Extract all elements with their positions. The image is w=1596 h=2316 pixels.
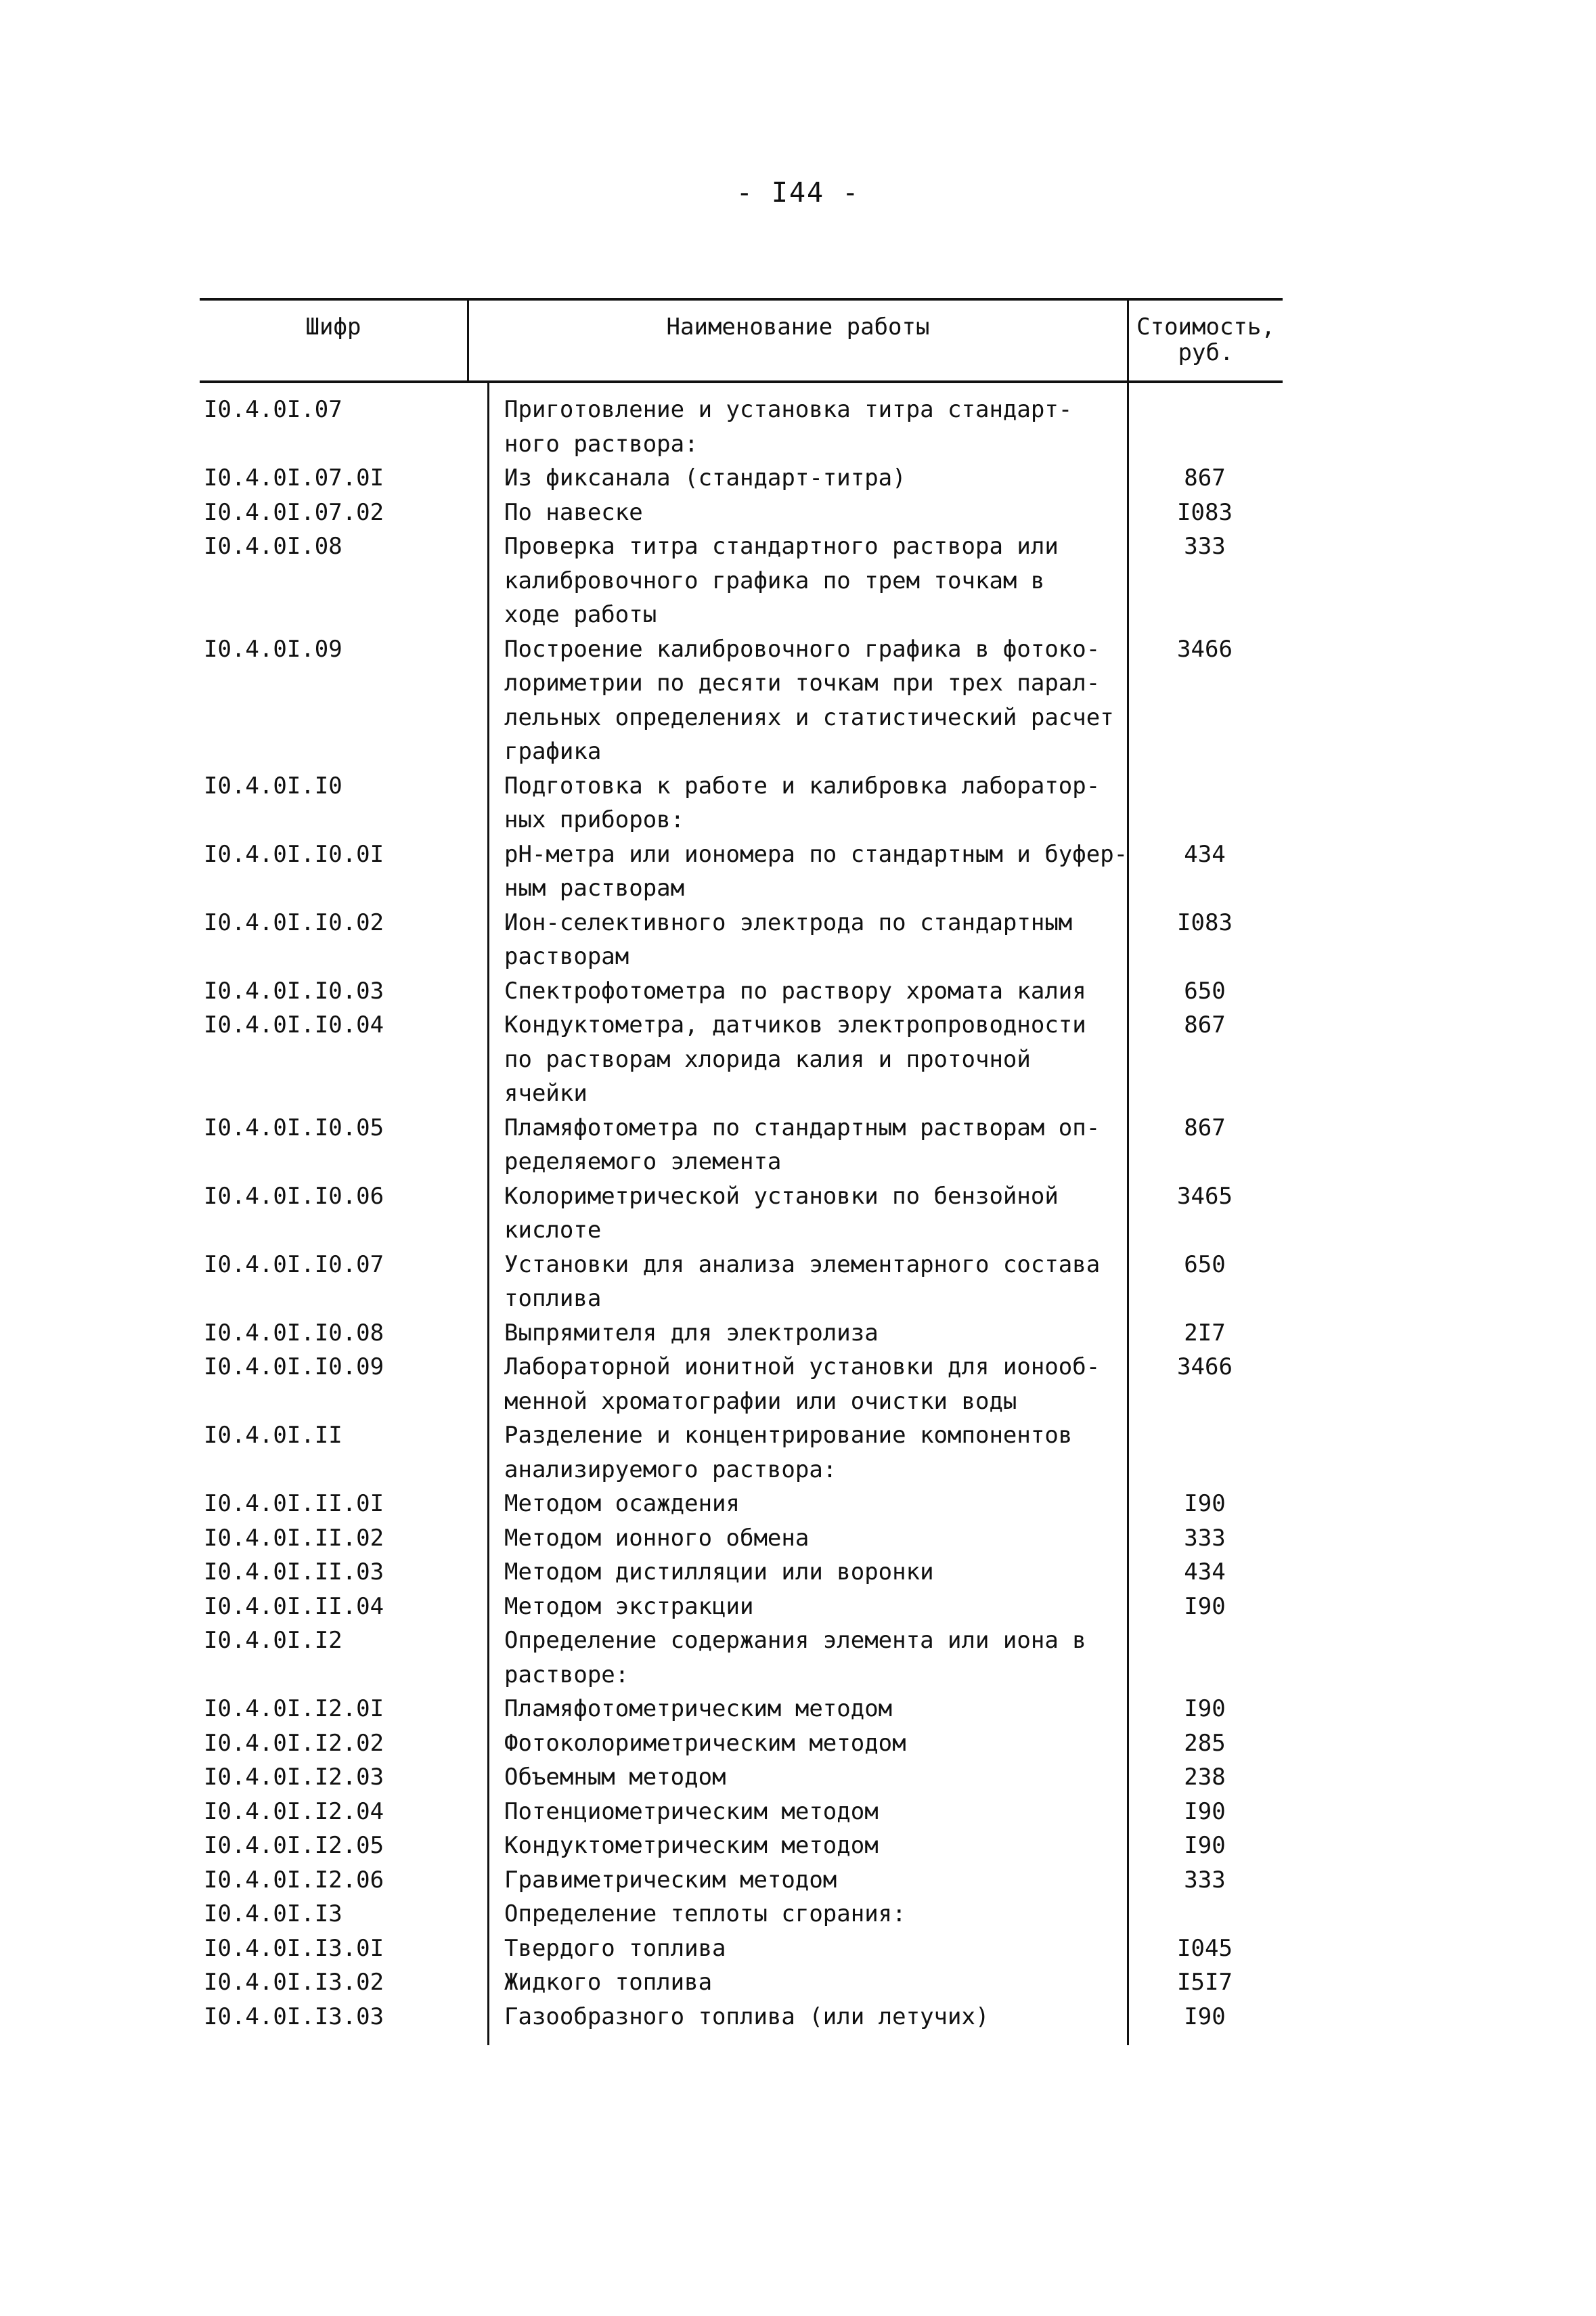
row-name-line: По навеске — [504, 498, 643, 526]
row-cost: 434 — [1184, 840, 1226, 868]
row-name-line: растворе: — [504, 1661, 629, 1688]
row-name — [484, 1316, 1127, 1351]
table-row — [200, 632, 1283, 769]
row-name-line: Кондуктометра, датчиков электропроводности — [504, 1011, 1086, 1039]
row-code: I0.4.0I.I0.04 — [204, 1011, 384, 1039]
row-code: I0.4.0I.I2 — [204, 1627, 342, 1654]
row-name-line: растворам — [504, 943, 629, 970]
row-name-line: Пламяфотометра по стандартным растворам оп- — [504, 1114, 1101, 1141]
row-name-line: Подготовка к работе и калибровка лаборатор- — [504, 772, 1101, 800]
row-name-line: Разделение и концентрирование компонентов — [504, 1422, 1073, 1449]
row-code: I0.4.0I.I0.08 — [204, 1319, 384, 1347]
row-name — [484, 1623, 1127, 1692]
table-header-rule — [200, 380, 1283, 383]
row-code: I0.4.0I.09 — [204, 635, 342, 663]
row-name-line: графика — [504, 738, 602, 765]
row-code: I0.4.0I.I2.02 — [204, 1729, 384, 1757]
row-name-line: Спектрофотометра по раствору хромата калия — [504, 977, 1086, 1005]
row-name-line: Методом ионного обмена — [504, 1524, 810, 1552]
row-code: I0.4.0I.II.04 — [204, 1592, 384, 1620]
row-name — [484, 1350, 1127, 1418]
table-row — [200, 1829, 1283, 1863]
table-row — [200, 496, 1283, 530]
row-name — [484, 1795, 1127, 1829]
row-code: I0.4.0I.I0 — [204, 772, 342, 800]
row-code: I0.4.0I.I2.05 — [204, 1832, 384, 1859]
row-name-line: Лабораторной ионитной установки для ионооб- — [504, 1353, 1101, 1380]
table-row — [200, 1555, 1283, 1590]
table-row — [200, 1521, 1283, 1556]
row-name-line: лориметрии по десяти точкам при трех парал- — [504, 670, 1101, 697]
row-name-line: Кондуктометрическим методом — [504, 1832, 879, 1859]
table-row — [200, 1760, 1283, 1795]
table-row — [200, 1248, 1283, 1316]
row-name-line: Пламяфотометрическим методом — [504, 1695, 893, 1722]
row-name-line: лельных определениях и статистический расчет — [504, 703, 1114, 731]
row-name — [484, 496, 1127, 530]
row-cost: 285 — [1184, 1729, 1226, 1757]
row-name — [484, 1418, 1127, 1487]
row-name-line: Газообразного топлива (или летучих) — [504, 2003, 990, 2030]
row-code: I0.4.0I.I3.03 — [204, 2003, 384, 2030]
row-cost: I045 — [1177, 1934, 1233, 1962]
row-code: I0.4.0I.II.0I — [204, 1490, 384, 1517]
row-cost: 333 — [1184, 533, 1226, 560]
row-code: I0.4.0I.I0.09 — [204, 1353, 384, 1380]
row-name-line: Ион-селективного электрода по стандартным — [504, 909, 1073, 936]
header-cost-line2: руб. — [1178, 339, 1234, 366]
table-row — [200, 1795, 1283, 1829]
row-name — [484, 1555, 1127, 1590]
row-name — [484, 1008, 1127, 1111]
row-cost: 333 — [1184, 1866, 1226, 1894]
row-code: I0.4.0I.I0.03 — [204, 977, 384, 1005]
row-name — [484, 1965, 1127, 2000]
table-row — [200, 461, 1283, 496]
row-cost: I90 — [1184, 1695, 1226, 1722]
row-name — [484, 974, 1127, 1009]
row-code: I0.4.0I.II.03 — [204, 1558, 384, 1586]
page-number: - I44 - — [736, 177, 860, 209]
table-row — [200, 974, 1283, 1009]
row-name — [484, 837, 1127, 906]
row-name — [484, 1829, 1127, 1863]
row-cost: 434 — [1184, 1558, 1226, 1586]
row-name — [484, 1760, 1127, 1795]
row-name-line: Потенциометрическим методом — [504, 1797, 879, 1825]
row-code: I0.4.0I.I0.0I — [204, 840, 384, 868]
row-name-line: ределяемого элемента — [504, 1148, 782, 1175]
row-cost: I083 — [1177, 909, 1233, 936]
row-name-line: анализируемого раствора: — [504, 1456, 837, 1483]
row-code: I0.4.0I.07 — [204, 396, 342, 423]
header-name: Наименование работы — [666, 313, 930, 341]
row-name — [484, 1179, 1127, 1248]
row-cost: 3465 — [1177, 1182, 1233, 1210]
row-name-line: ных приборов: — [504, 806, 685, 833]
table-row — [200, 1965, 1283, 2000]
table-row — [200, 1350, 1283, 1418]
row-cost: 650 — [1184, 1250, 1226, 1278]
table-row — [200, 1487, 1283, 1521]
header-code: Шифр — [305, 313, 361, 341]
table-row — [200, 393, 1283, 461]
row-name-line: Твердого топлива — [504, 1934, 726, 1962]
table-row — [200, 1590, 1283, 1624]
row-name-line: ным растворам — [504, 875, 685, 902]
header-cost — [1129, 314, 1283, 366]
column-divider — [467, 298, 469, 383]
table-row — [200, 529, 1283, 632]
row-code: I0.4.0I.I3.0I — [204, 1934, 384, 1962]
table-row — [200, 1726, 1283, 1761]
row-cost: I5I7 — [1177, 1969, 1233, 1996]
row-code: I0.4.0I.II — [204, 1422, 342, 1449]
table-row — [200, 1179, 1283, 1248]
row-code: I0.4.0I.II.02 — [204, 1524, 384, 1552]
table-row — [200, 906, 1283, 974]
row-name — [484, 906, 1127, 974]
table-row — [200, 1316, 1283, 1351]
row-name-line: Гравиметрическим методом — [504, 1866, 837, 1894]
row-name-line: ходе работы — [504, 601, 657, 628]
row-code: I0.4.0I.I3.02 — [204, 1969, 384, 1996]
row-cost: 867 — [1184, 1011, 1226, 1039]
row-name-line: кислоте — [504, 1217, 602, 1244]
row-cost: 867 — [1184, 1114, 1226, 1141]
row-name-line: по растворам хлорида калия и проточной — [504, 1045, 1031, 1073]
row-code: I0.4.0I.08 — [204, 533, 342, 560]
row-cost: I90 — [1184, 1490, 1226, 1517]
row-cost: I90 — [1184, 1592, 1226, 1620]
row-cost: I90 — [1184, 1832, 1226, 1859]
row-name-line: Методом дистилляции или воронки — [504, 1558, 934, 1586]
row-cost: I90 — [1184, 1797, 1226, 1825]
row-name — [484, 769, 1127, 837]
row-name-line: Приготовление и установка титра стандарт- — [504, 396, 1073, 423]
row-cost: I90 — [1184, 2003, 1226, 2030]
row-cost: 238 — [1184, 1764, 1226, 1791]
row-code: I0.4.0I.I0.06 — [204, 1182, 384, 1210]
row-name-line: менной хроматографии или очистки воды — [504, 1387, 1017, 1415]
table-row — [200, 1418, 1283, 1487]
row-code: I0.4.0I.I2.03 — [204, 1764, 384, 1791]
row-name — [484, 1248, 1127, 1316]
row-name — [484, 529, 1127, 632]
row-name — [484, 632, 1127, 769]
row-name-line: Колориметрической установки по бензойной — [504, 1182, 1059, 1210]
table-row — [200, 1931, 1283, 1966]
row-name-line: Фотоколориметрическим методом — [504, 1729, 906, 1757]
row-cost: 2I7 — [1184, 1319, 1226, 1347]
table-top-rule — [200, 298, 1283, 301]
table-row — [200, 1692, 1283, 1726]
row-name-line: Установки для анализа элементарного состава — [504, 1250, 1101, 1278]
table-row — [200, 1111, 1283, 1179]
table-row — [200, 1008, 1283, 1111]
row-code: I0.4.0I.I0.02 — [204, 909, 384, 936]
row-name — [484, 393, 1127, 461]
row-name-line: калибровочного графика по трем точкам в — [504, 567, 1045, 594]
row-name — [484, 1590, 1127, 1624]
row-name-line: ного раствора: — [504, 430, 699, 458]
row-cost: 333 — [1184, 1524, 1226, 1552]
row-code: I0.4.0I.I2.0I — [204, 1695, 384, 1722]
header-cost-line1: Стоимость, — [1136, 313, 1275, 341]
row-name-line: Из фиксанала (стандарт-титра) — [504, 464, 906, 491]
row-name-line: Методом экстракции — [504, 1592, 754, 1620]
row-name-line: рН-метра или иономера по стандартным и буфер- — [504, 840, 1128, 868]
row-name — [484, 1111, 1127, 1179]
row-name-line: Определение теплоты сгорания: — [504, 1900, 906, 1927]
row-name-line: Определение содержания элемента или иона в — [504, 1627, 1086, 1654]
row-name-line: топлива — [504, 1285, 602, 1312]
table-row — [200, 1863, 1283, 1898]
row-code: I0.4.0I.I0.07 — [204, 1250, 384, 1278]
row-name-line: Проверка титра стандартного раствора или — [504, 533, 1059, 560]
row-name — [484, 1726, 1127, 1761]
row-code: I0.4.0I.I3 — [204, 1900, 342, 1927]
table-row — [200, 1623, 1283, 1692]
row-name-line: Построение калибровочного графика в фотоко- — [504, 635, 1101, 663]
row-name-line: ячейки — [504, 1080, 588, 1107]
row-code: I0.4.0I.I2.04 — [204, 1797, 384, 1825]
row-name — [484, 1521, 1127, 1556]
row-name — [484, 461, 1127, 496]
table-row — [200, 837, 1283, 906]
row-name — [484, 1931, 1127, 1966]
row-name — [484, 1487, 1127, 1521]
row-code: I0.4.0I.I2.06 — [204, 1866, 384, 1894]
row-name-line: Методом осаждения — [504, 1490, 740, 1517]
table-row — [200, 2000, 1283, 2034]
row-name — [484, 1692, 1127, 1726]
row-cost: 650 — [1184, 977, 1226, 1005]
table-row — [200, 1897, 1283, 1931]
row-name-line: Жидкого топлива — [504, 1969, 713, 1996]
row-code: I0.4.0I.07.0I — [204, 464, 384, 491]
row-cost: 867 — [1184, 464, 1226, 491]
row-name — [484, 1863, 1127, 1898]
row-cost: I083 — [1177, 498, 1233, 526]
row-name — [484, 2000, 1127, 2034]
row-name-line: Объемным методом — [504, 1764, 726, 1791]
row-cost: 3466 — [1177, 1353, 1233, 1380]
table-body — [200, 393, 1283, 2034]
row-name-line: Выпрямителя для электролиза — [504, 1319, 879, 1347]
table-row — [200, 769, 1283, 837]
row-code: I0.4.0I.07.02 — [204, 498, 384, 526]
row-name — [484, 1897, 1127, 1931]
row-cost: 3466 — [1177, 635, 1233, 663]
row-code: I0.4.0I.I0.05 — [204, 1114, 384, 1141]
